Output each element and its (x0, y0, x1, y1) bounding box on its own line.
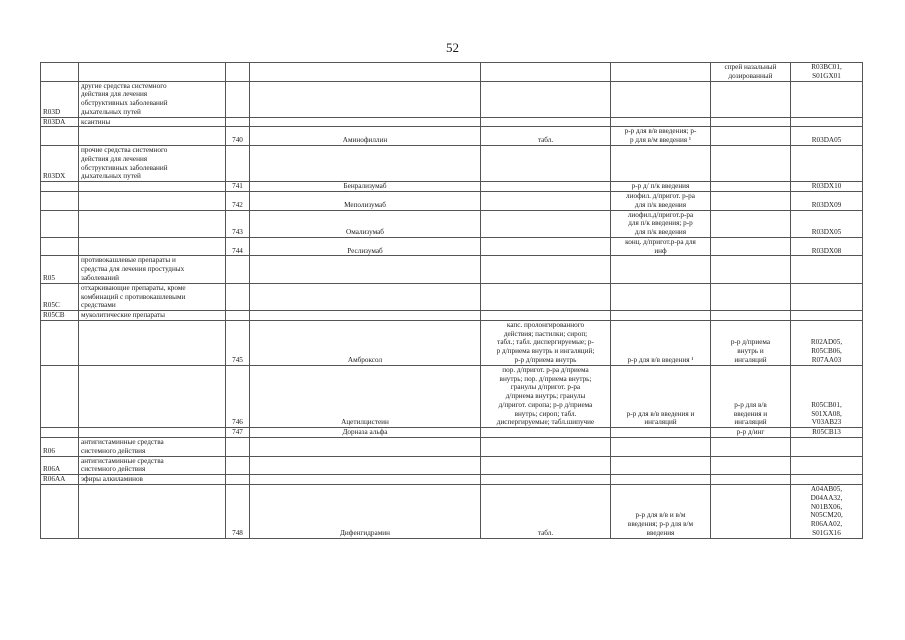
atc-group-name: эфиры алкиламинов (81, 475, 143, 484)
atc-codes-cell (791, 191, 863, 210)
atc-group-code-cell (41, 81, 79, 117)
atc-group-code-cell (41, 320, 79, 365)
dosage-forms-injection-cell (611, 81, 711, 117)
table-row (41, 320, 863, 365)
dosage-forms-other-cell (711, 81, 791, 117)
atc-group-code-cell (41, 475, 79, 485)
table-row (41, 191, 863, 210)
atc-codes: R03BC01, S01GX01 (811, 63, 842, 80)
dosage-forms-injection-cell (611, 283, 711, 310)
table-row (41, 438, 863, 457)
dosage-forms-oral-cell (481, 237, 611, 256)
atc-codes-cell (791, 256, 863, 283)
row-number: 744 (232, 246, 243, 255)
dosage-forms-injection: р-р для в/в и в/м введения; р-р для в/м введения (627, 511, 694, 537)
dosage-forms-injection: лиофил.д/пригот.р-ра для п/к введения; р-р для п/к введения (627, 210, 694, 237)
atc-codes: A04AB05, D04AA32, N01BX06, N05CM20, R06AA02, S01GX16 (810, 484, 843, 537)
atc-group-name-cell (79, 283, 226, 310)
dosage-forms-other: р-р д/инг (736, 428, 765, 437)
dosage-forms-injection-cell (611, 182, 711, 192)
dosage-forms-other-cell (711, 283, 791, 310)
atc-group-code-cell (41, 63, 79, 82)
row-number-cell (226, 320, 250, 365)
table-row (41, 484, 863, 538)
dosage-forms-injection-cell (611, 256, 711, 283)
dosage-forms-oral-cell (481, 438, 611, 457)
dosage-forms-other: спрей назальный дозированный (724, 63, 777, 80)
row-number-cell (226, 311, 250, 321)
dosage-forms-injection-cell (611, 438, 711, 457)
drug-table (40, 62, 863, 539)
dosage-forms-oral-cell (481, 256, 611, 283)
atc-group-code: R06A (43, 465, 61, 474)
atc-group-code: R06 (43, 446, 55, 455)
atc-group-code: R05 (43, 273, 55, 282)
dosage-forms-oral-cell (481, 63, 611, 82)
row-number: 747 (232, 428, 243, 437)
drug-name-cell (250, 256, 481, 283)
dosage-forms-oral-cell (481, 127, 611, 146)
dosage-forms-injection-cell (611, 117, 711, 127)
drug-name-cell (250, 320, 481, 365)
atc-codes: R03DX08 (811, 246, 842, 255)
atc-codes: R03DX09 (811, 200, 842, 209)
dosage-forms-oral-cell (481, 320, 611, 365)
atc-codes-cell (791, 117, 863, 127)
row-number-cell (226, 283, 250, 310)
drug-name-cell (250, 365, 481, 427)
atc-group-name-cell (79, 475, 226, 485)
atc-group-name-cell (79, 237, 226, 256)
atc-group-code: R03DX (43, 172, 66, 181)
atc-codes-cell (791, 81, 863, 117)
table-row (41, 428, 863, 438)
dosage-forms-other: р-р для в/в введения и ингаляций (733, 400, 768, 427)
dosage-forms-injection-cell (611, 63, 711, 82)
atc-group-code: R06AA (43, 475, 66, 484)
dosage-forms-other-cell (711, 127, 791, 146)
dosage-forms-other-cell (711, 311, 791, 321)
drug-name-cell (250, 146, 481, 182)
atc-group-code: R03D (43, 107, 61, 116)
atc-group-name: ксантины (81, 117, 111, 126)
atc-group-name-cell (79, 127, 226, 146)
atc-group-name-cell (79, 210, 226, 237)
dosage-forms-oral-cell (481, 182, 611, 192)
dosage-forms-oral: капс. пролонгированного действия; пастилки; сироп; табл.; табл. диспергируемые; р- р д/приема внутрь и ингаляций; р-р д/приема внутрь (496, 320, 595, 364)
dosage-forms-injection: конц. д/пригот.р-ра для инф (625, 237, 696, 255)
atc-group-code-cell (41, 117, 79, 127)
drug-name-cell (250, 475, 481, 485)
atc-group-code: R03DA (43, 117, 66, 126)
atc-group-code: R05C (43, 301, 60, 310)
dosage-forms-oral-cell (481, 117, 611, 127)
atc-group-name-cell (79, 311, 226, 321)
atc-group-code-cell (41, 256, 79, 283)
drug-name-cell (250, 182, 481, 192)
atc-codes-cell (791, 484, 863, 538)
atc-codes: R03DX05 (811, 228, 842, 237)
drug-name-cell (250, 456, 481, 475)
atc-codes: R05CB13 (812, 428, 841, 437)
drug-name-cell (250, 311, 481, 321)
atc-group-name: антигистаминные средства системного действия (81, 438, 164, 455)
drug-name-cell (250, 428, 481, 438)
dosage-forms-injection-cell (611, 365, 711, 427)
dosage-forms-injection: р-р для в/в введения и ингаляций (626, 409, 695, 427)
dosage-forms-other-cell (711, 63, 791, 82)
row-number-cell (226, 127, 250, 146)
atc-group-code-cell (41, 438, 79, 457)
drug-name: Бенрализумаб (343, 182, 387, 191)
row-number-cell (226, 475, 250, 485)
row-number-cell (226, 81, 250, 117)
atc-codes-cell (791, 475, 863, 485)
dosage-forms-oral-cell (481, 146, 611, 182)
atc-codes-cell (791, 146, 863, 182)
dosage-forms-injection-cell (611, 475, 711, 485)
row-number: 743 (232, 228, 243, 237)
dosage-forms-injection-cell (611, 320, 711, 365)
atc-codes-cell (791, 456, 863, 475)
dosage-forms-other-cell (711, 428, 791, 438)
atc-group-name-cell (79, 484, 226, 538)
atc-group-name-cell (79, 456, 226, 475)
table-row (41, 63, 863, 82)
dosage-forms-injection-cell (611, 237, 711, 256)
dosage-forms-oral-cell (481, 311, 611, 321)
dosage-forms-oral-cell (481, 283, 611, 310)
drug-name: Дифенгидрамин (340, 528, 390, 537)
atc-group-code: R05CB (43, 311, 65, 320)
atc-group-name-cell (79, 81, 226, 117)
row-number-cell (226, 117, 250, 127)
atc-codes-cell (791, 237, 863, 256)
atc-group-name-cell (79, 438, 226, 457)
dosage-forms-injection-cell (611, 210, 711, 237)
dosage-forms-injection-cell (611, 484, 711, 538)
row-number-cell (226, 428, 250, 438)
table-row (41, 365, 863, 427)
row-number: 741 (232, 182, 243, 191)
row-number-cell (226, 237, 250, 256)
table-row (41, 311, 863, 321)
row-number-cell (226, 63, 250, 82)
row-number: 745 (232, 356, 243, 364)
dosage-forms-other-cell (711, 365, 791, 427)
table-row (41, 127, 863, 146)
row-number-cell (226, 438, 250, 457)
dosage-forms-other-cell (711, 210, 791, 237)
atc-group-name: другие средства системного действия для лечения обструктивных заболеваний дыхательных путей (81, 81, 168, 116)
table-row (41, 182, 863, 192)
row-number-cell (226, 182, 250, 192)
atc-group-name-cell (79, 146, 226, 182)
dosage-forms-injection-cell (611, 311, 711, 321)
row-number: 740 (232, 136, 243, 145)
dosage-forms-other-cell (711, 256, 791, 283)
atc-group-code-cell (41, 146, 79, 182)
atc-group-name-cell (79, 365, 226, 427)
atc-group-name-cell (79, 428, 226, 438)
atc-codes: R02AD05, R05CB06, R07AA03 (810, 338, 843, 364)
dosage-forms-oral: пор. д/пригот. р-ра д/приема внутрь; пор. д/приема внутрь; гранулы д/пригот. р-ра д/приема внутрь; гранулы д/пригот. сиропа; р-р д/приема внутрь; сироп; табл. диспергируемые; табл.шипучие (496, 365, 595, 427)
atc-group-code-cell (41, 191, 79, 210)
dosage-forms-other-cell (711, 456, 791, 475)
atc-group-code-cell (41, 484, 79, 538)
dosage-forms-other: р-р д/приема внутрь и ингаляций (730, 338, 771, 364)
atc-codes-cell (791, 63, 863, 82)
dosage-forms-other-cell (711, 475, 791, 485)
table-row (41, 256, 863, 283)
drug-name-cell (250, 63, 481, 82)
row-number-cell (226, 365, 250, 427)
atc-group-name-cell (79, 320, 226, 365)
dosage-forms-other-cell (711, 191, 791, 210)
atc-codes-cell (791, 320, 863, 365)
atc-codes-cell (791, 311, 863, 321)
drug-name-cell (250, 438, 481, 457)
atc-group-code-cell (41, 365, 79, 427)
dosage-forms-other-cell (711, 182, 791, 192)
atc-group-code-cell (41, 283, 79, 310)
atc-group-code-cell (41, 127, 79, 146)
atc-group-name-cell (79, 256, 226, 283)
drug-name-cell (250, 191, 481, 210)
atc-codes-cell (791, 365, 863, 427)
dosage-forms-injection-cell (611, 428, 711, 438)
drug-name: Дорназа альфа (342, 428, 388, 437)
table-row (41, 210, 863, 237)
table-row (41, 81, 863, 117)
atc-codes-cell (791, 428, 863, 438)
atc-group-name: противокашлевые препараты и средства для лечения простудных заболеваний (81, 256, 185, 282)
drug-name: Аминофиллин (342, 136, 388, 145)
drug-name-cell (250, 237, 481, 256)
dosage-forms-oral-cell (481, 365, 611, 427)
atc-codes-cell (791, 127, 863, 146)
atc-group-name-cell (79, 191, 226, 210)
atc-group-name-cell (79, 117, 226, 127)
dosage-forms-oral-cell (481, 484, 611, 538)
drug-name: Амброксол (347, 356, 383, 364)
dosage-forms-injection: р-р для в/в введения; р- р для в/м введения ¹ (624, 127, 697, 145)
atc-group-code-cell (41, 428, 79, 438)
atc-codes: R03DX10 (811, 182, 842, 191)
atc-group-code-cell (41, 311, 79, 321)
drug-name: Омализумаб (346, 228, 384, 237)
dosage-forms-oral-cell (481, 456, 611, 475)
atc-group-name: антигистаминные средства системного действия (81, 456, 164, 474)
dosage-forms-injection-cell (611, 127, 711, 146)
atc-group-code-cell (41, 456, 79, 475)
row-number-cell (226, 210, 250, 237)
dosage-forms-other-cell (711, 438, 791, 457)
atc-group-name-cell (79, 182, 226, 192)
atc-codes-cell (791, 210, 863, 237)
table-row (41, 283, 863, 310)
drug-name-cell (250, 283, 481, 310)
atc-group-name-cell (79, 63, 226, 82)
dosage-forms-injection-cell (611, 456, 711, 475)
dosage-forms-injection-cell (611, 146, 711, 182)
atc-group-name: муколитические препараты (81, 311, 165, 320)
atc-group-code-cell (41, 210, 79, 237)
row-number-cell (226, 484, 250, 538)
drug-name-cell (250, 484, 481, 538)
atc-group-code-cell (41, 237, 79, 256)
page-number: 52 (446, 40, 459, 55)
atc-group-code-cell (41, 182, 79, 192)
row-number: 742 (232, 200, 243, 209)
atc-codes-cell (791, 182, 863, 192)
dosage-forms-oral-cell (481, 428, 611, 438)
table-row (41, 117, 863, 127)
drug-name-cell (250, 117, 481, 127)
row-number-cell (226, 191, 250, 210)
drug-name: Реслизумаб (347, 246, 383, 255)
dosage-forms-other-cell (711, 117, 791, 127)
row-number-cell (226, 456, 250, 475)
drug-name-cell (250, 210, 481, 237)
table-row (41, 475, 863, 485)
row-number: 746 (232, 418, 243, 427)
drug-name-cell (250, 127, 481, 146)
drug-name: Меполизумаб (344, 200, 386, 209)
dosage-forms-other-cell (711, 484, 791, 538)
dosage-forms-oral: табл. (537, 136, 554, 145)
row-number-cell (226, 146, 250, 182)
dosage-forms-oral-cell (481, 81, 611, 117)
dosage-forms-other-cell (711, 237, 791, 256)
drug-name: Ацетилцистеин (341, 418, 389, 427)
atc-codes-cell (791, 283, 863, 310)
table-body (41, 63, 863, 539)
dosage-forms-injection: лиофил. д/пригот. р-ра для п/к введения (626, 191, 695, 209)
dosage-forms-injection-cell (611, 191, 711, 210)
atc-codes-cell (791, 438, 863, 457)
row-number: 748 (232, 528, 243, 537)
atc-codes: R05CB01, S01XA08, V03AB23 (811, 400, 842, 427)
atc-codes: R03DA05 (811, 136, 842, 145)
dosage-forms-other-cell (711, 146, 791, 182)
table-row (41, 237, 863, 256)
table-row (41, 146, 863, 182)
dosage-forms-oral-cell (481, 475, 611, 485)
table-row (41, 456, 863, 475)
dosage-forms-oral-cell (481, 210, 611, 237)
dosage-forms-other-cell (711, 320, 791, 365)
row-number-cell (226, 256, 250, 283)
dosage-forms-injection: р-р для в/в введения ¹ (627, 356, 694, 364)
atc-group-name: прочие средства системного действия для лечения обструктивных заболеваний дыхательных путей (81, 146, 168, 181)
drug-name-cell (250, 81, 481, 117)
dosage-forms-injection: р-р д/ п/к введения (631, 182, 690, 191)
dosage-forms-oral: табл. (537, 528, 554, 537)
atc-group-name: отхаркивающие препараты, кроме комбинаций с противокашлевыми средствами (81, 283, 186, 310)
dosage-forms-oral-cell (481, 191, 611, 210)
